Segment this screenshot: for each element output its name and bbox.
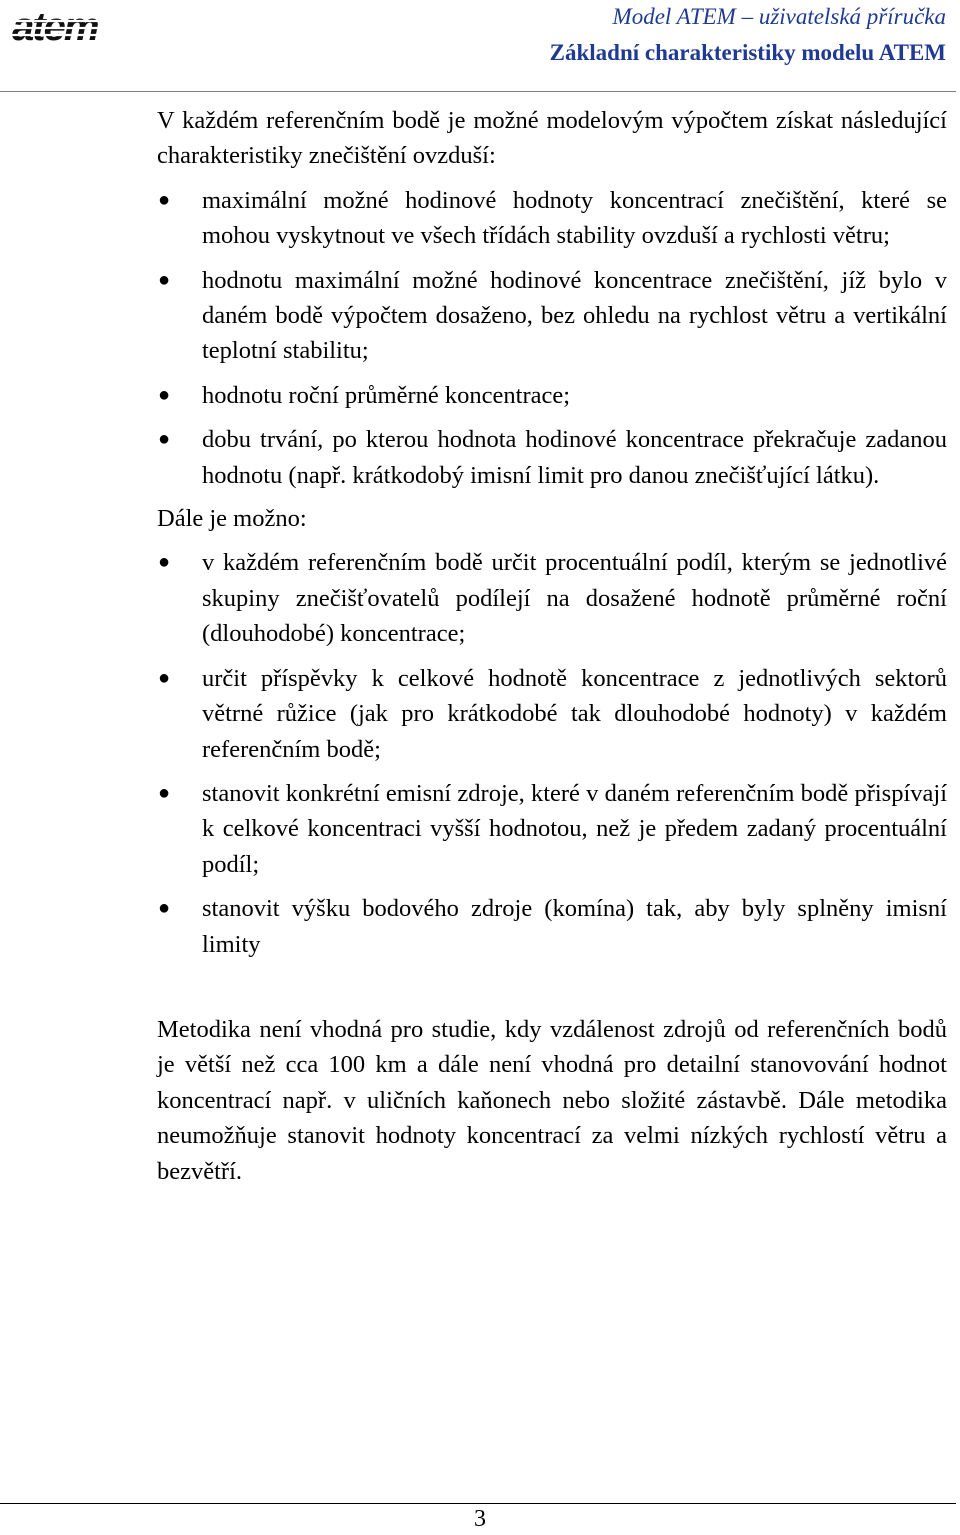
page-number: 3	[474, 1506, 486, 1532]
bullet-icon: ●	[158, 188, 171, 211]
bullet-icon: ●	[158, 268, 171, 291]
lead-paragraph: Dále je možno:	[157, 505, 307, 533]
list-item	[157, 661, 947, 767]
list-item-text: stanovit konkrétní emisní zdroje, které v daném referenčním bodě přispívají k celkové koncentraci vyšší hodnotou, než je předem zadaný procentuální podíl;	[202, 779, 947, 878]
bullet-icon: ●	[158, 781, 171, 804]
page-content	[157, 103, 947, 1189]
bullet-icon: ●	[158, 551, 171, 574]
bullet-icon: ●	[158, 428, 171, 451]
atem-logo	[10, 4, 132, 46]
bullet-icon: ●	[158, 383, 171, 406]
list-item-text: dobu trvání, po kterou hodnota hodinové koncentrace překračuje zadanou hodnotu (např. krátkodobý imisní limit pro danou znečišťující látku).	[202, 426, 947, 489]
intro-paragraph: V každém referenčním bodě je možné modelovým výpočtem získat následující charakteristiky znečištění ovzduší:	[157, 107, 947, 170]
characteristics-list	[157, 183, 947, 493]
list-item-text: maximální možné hodinové hodnoty koncentrací znečištění, které se mohou vyskytnout ve všech třídách stability ovzduší a rychlosti větru;	[202, 186, 947, 250]
spacer	[157, 962, 947, 1012]
bullet-icon: ●	[158, 666, 171, 689]
bullet-icon: ●	[158, 897, 171, 920]
list-item	[157, 183, 947, 254]
footer-divider	[0, 1503, 956, 1504]
list-item-text: v každém referenčním bodě určit procentuální podíl, kterým se jednotlivé skupiny znečišťovatelů podílejí na dosažené hodnotě průměrné roční (dlouhodobé) koncentrace;	[202, 549, 947, 648]
logo-text: atem	[12, 5, 98, 46]
header-title-italic: Model ATEM – uživatelská příručka	[612, 4, 946, 29]
header-divider	[0, 91, 956, 92]
list-item-text: stanovit výšku bodového zdroje (komína) tak, aby byly splněny imisní limity	[202, 895, 947, 958]
capabilities-list	[157, 545, 947, 961]
list-item	[157, 263, 947, 369]
list-item-text: hodnotu roční průměrné koncentrace;	[202, 381, 571, 409]
list-item	[157, 545, 947, 651]
header-title-bold: Základní charakteristiky modelu ATEM	[549, 40, 946, 65]
list-item	[157, 378, 947, 413]
list-item-text: hodnotu maximální možné hodinové koncentrace znečištění, jíž bylo v daném bodě výpočtem dosaženo, bez ohledu na rychlost větru a vertikální teplotní stabilitu;	[202, 266, 947, 365]
list-item	[157, 891, 947, 962]
closing-paragraph: Metodika není vhodná pro studie, kdy vzdálenost zdrojů od referenčních bodů je větší než cca 100 km a dále není vhodná pro detailní stanovování hodnot koncentrací např. v uličních kaňonech nebo složité zástavbě. Dále metodika neumožňuje stanovit hodnoty koncentrací za velmi nízkých rychlostí větru a bezvětří.	[157, 1015, 947, 1185]
list-item	[157, 776, 947, 882]
list-item	[157, 422, 947, 493]
list-item-text: určit příspěvky k celkové hodnotě koncentrace z jednotlivých sektorů větrné růžice (jak pro krátkodobé tak dlouhodobé hodnoty) v každém referenčním bodě;	[202, 664, 947, 763]
